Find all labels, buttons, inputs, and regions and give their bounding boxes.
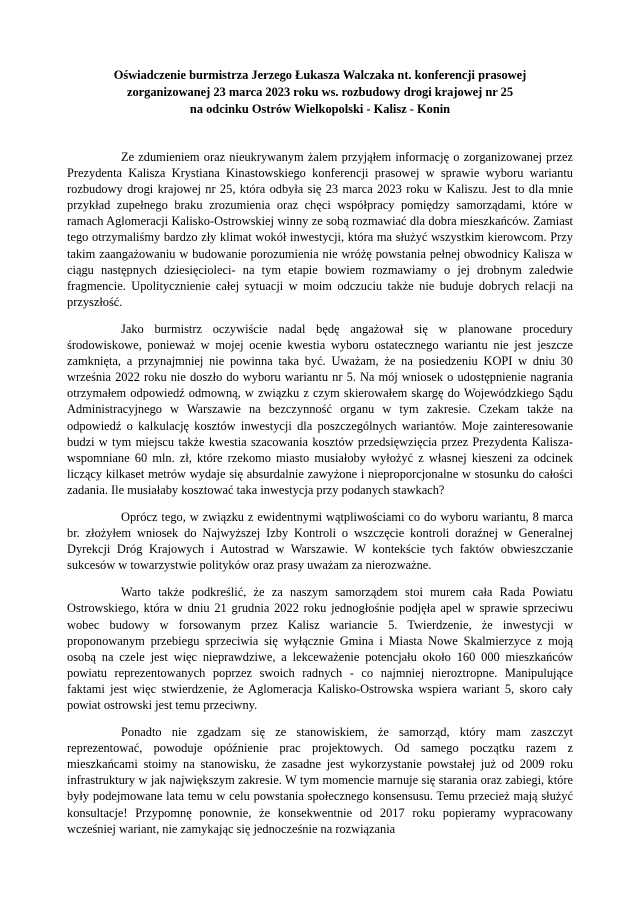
title-line-1: Oświadczenie burmistrza Jerzego Łukasza Walczaka nt. konferencji prasowej (113, 68, 527, 82)
paragraph-3: Oprócz tego, w związku z ewidentnymi wątpliwościami co do wyboru wariantu, 8 marca br. złożyłem wniosek do Najwyższej Izby Kontroli o wszczęcie kontroli doraźnej w Generalnej Dyrekcji Dróg Krajowych i Autostrad w Warszawie. W kontekście tych faktów obwieszczanie sukcesów w towarzystwie polityków oraz prasy uważam za nierozważne. (67, 509, 573, 573)
paragraph-4: Warto także podkreślić, że za naszym samorządem stoi murem cała Rada Powiatu Ostrowskiego, która w dniu 21 grudnia 2022 roku jednogłośnie podjęła apel w sprawie sprzeciwu wobec budowy w forsowanym przez Kalisz wariancie 5. Twierdzenie, że inwestycji w proponowanym przebiegu sprzeciwia się wyłącznie Gmina i Miasta Nowe Skalmierzyce z moją osobą na czele jest więc nieprawdziwe, a lekceważenie potencjału około 160 000 mieszkańców powiatu reprezentowanych poprzez swoich radnych - co najmniej nieroztropne. Manipulujące faktami jest więc stwierdzenie, że Aglomeracja Kalisko-Ostrowska wspiera wariant 5, skoro cały powiat ostrowski jest temu przeciwny. (67, 585, 573, 712)
document-title (60, 67, 580, 118)
paragraph-5: Ponadto nie zgadzam się ze stanowiskiem, że samorząd, który mam zaszczyt reprezentować, powoduje opóźnienie prac projektowych. Od samego początku razem z mieszkańcami stoimy na stanowisku, że zasadne jest wykorzystanie powstałej już od 2009 roku infrastruktury w jak największym zakresie. W tym momencie marnuje się starania oraz zabiegi, które były podejmowane lata temu w celu powstania społecznego konsensusu. Temu przecież mają służyć konsultacje! Przypomnę ponownie, że konsekwentnie od 2017 roku popieramy wypracowany wcześniej wariant, nie zamykając się jednocześnie na rozwiązania (67, 725, 573, 836)
paragraph-1: Ze zdumieniem oraz nieukrywanym żalem przyjąłem informację o zorganizowanej przez Prezydenta Kalisza Krystiana Kinastowskiego konferencji prasowej w sprawie wyboru wariantu rozbudowy drogi krajowej nr 25, która odbyła się 23 marca 2023 roku w Kaliszu. Jest to dla mnie przykład zupełnego braku zrozumienia oraz chęci współpracy pomiędzy samorządami, które w ramach Aglomeracji Kalisko-Ostrowskiej winny ze sobą rozmawiać dla dobra mieszkańców. Zamiast tego otrzymaliśmy bardzo zły klimat wokół inwestycji, która ma służyć wszystkim kierowcom. Przy takim zaangażowaniu w budowanie porozumienia nie wróżę powstania pełnej obwodnicy Kalisza w ciągu następnych dziesięcioleci- na tym etapie bowiem rozmawiamy o jej drobnym zaledwie fragmencie. Upolitycznienie całej sytuacji w moim odczuciu także nie buduje dobrych relacji na przyszłość. (67, 150, 573, 309)
title-line-3: na odcinku Ostrów Wielkopolski - Kalisz - Konin (189, 102, 451, 116)
paragraph-2: Jako burmistrz oczywiście nadal będę angażował się w planowane procedury środowiskowe, ponieważ w mojej ocenie kwestia wyboru ostatecznego wariantu nie jest jeszcze zamknięta, a przynajmniej nie powinna taka być. Uważam, że na posiedzeniu KOPI w dniu 30 września 2022 roku nie doszło do wyboru wariantu nr 5. Na mój wniosek o udostępnienie nagrania otrzymałem odpowiedź odmowną, w związku z czym skierowałem skargę do Wojewódzkiego Sądu Administracyjnego w Warszawie na bezczynność organu w tym zakresie. Czekam także na odpowiedź o kalkulację kosztów inwestycji dla poszczególnych wariantów. Moje zainteresowanie budzi w tym miejscu także kwestia szacowania kosztów przedsięwzięcia przez Prezydenta Kalisza- wspomniane 60 mln. zł, które rzekomo miasto musiałoby wyłożyć z własnej kieszeni za odcinek liczący kilkaset metrów wydaje się absurdalnie zawyżone i nieproporcjonalne w stosunku do całości zadania. Ile musiałaby kosztować taka inwestycja przy podanych stawkach? (67, 321, 573, 497)
document-body (67, 149, 573, 848)
title-line-2: zorganizowanej 23 marca 2023 roku ws. rozbudowy drogi krajowej nr 25 (126, 85, 514, 99)
